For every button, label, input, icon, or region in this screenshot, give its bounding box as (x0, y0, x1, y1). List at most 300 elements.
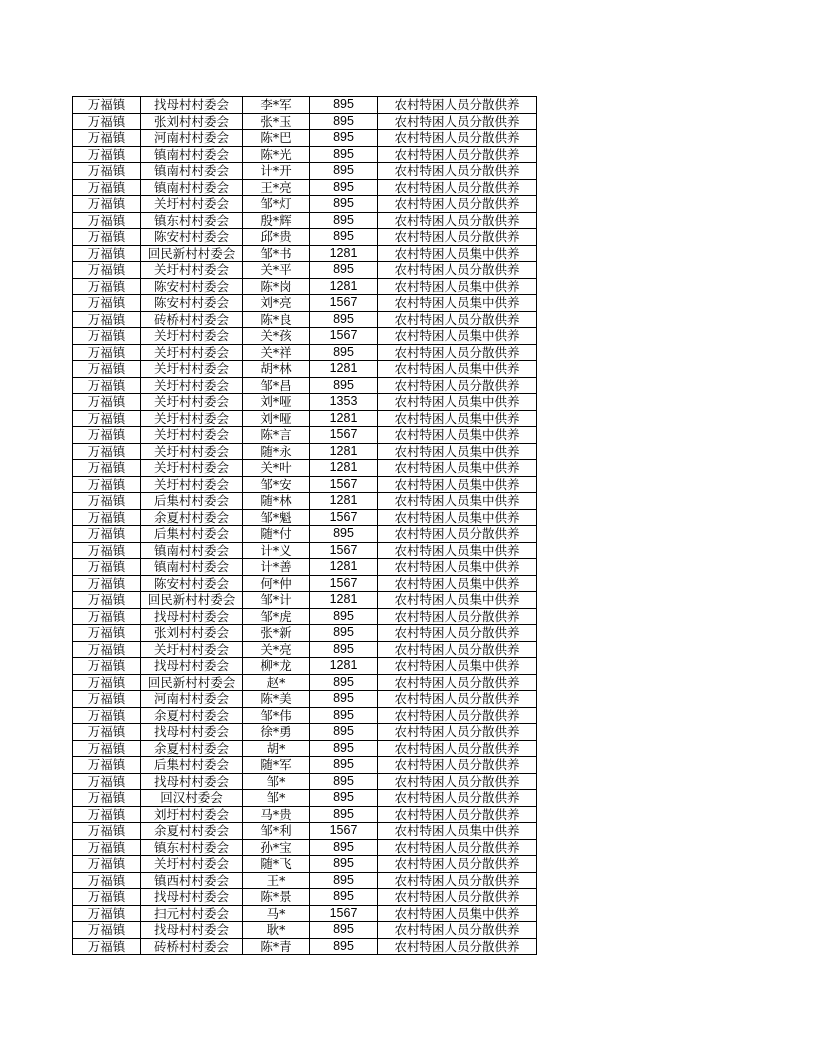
support-type-cell: 农村特困人员集中供养 (378, 245, 537, 262)
table-row (73, 905, 537, 922)
support-type-cell: 农村特困人员分散供养 (378, 740, 537, 757)
support-type-cell: 农村特困人员集中供养 (378, 394, 537, 411)
support-type-cell: 农村特困人员分散供养 (378, 856, 537, 873)
amount-cell: 895 (310, 790, 378, 807)
town-cell: 万福镇 (73, 262, 141, 279)
support-type-cell: 农村特困人员集中供养 (378, 905, 537, 922)
town-cell: 万福镇 (73, 394, 141, 411)
support-type-cell: 农村特困人员分散供养 (378, 130, 537, 147)
table-row (73, 790, 537, 807)
amount-cell: 1281 (310, 460, 378, 477)
table-row (73, 724, 537, 741)
town-cell: 万福镇 (73, 658, 141, 675)
town-cell: 万福镇 (73, 856, 141, 873)
support-type-cell: 农村特困人员分散供养 (378, 872, 537, 889)
town-cell: 万福镇 (73, 443, 141, 460)
table-row (73, 658, 537, 675)
support-type-cell: 农村特困人员分散供养 (378, 757, 537, 774)
village-cell: 镇南村村委会 (141, 179, 243, 196)
village-cell: 砖桥村村委会 (141, 938, 243, 955)
table-row (73, 493, 537, 510)
table-row (73, 229, 537, 246)
amount-cell: 895 (310, 806, 378, 823)
support-type-cell: 农村特困人员集中供养 (378, 361, 537, 378)
town-cell: 万福镇 (73, 460, 141, 477)
village-cell: 关圩村村委会 (141, 262, 243, 279)
table-row (73, 245, 537, 262)
amount-cell: 895 (310, 740, 378, 757)
village-cell: 关圩村村委会 (141, 344, 243, 361)
support-type-cell: 农村特困人员分散供养 (378, 674, 537, 691)
table-row (73, 146, 537, 163)
town-cell: 万福镇 (73, 311, 141, 328)
amount-cell: 895 (310, 856, 378, 873)
village-cell: 镇东村村委会 (141, 212, 243, 229)
recipient-name-cell: 刘*哑 (243, 394, 310, 411)
village-cell: 余夏村村委会 (141, 823, 243, 840)
table-row (73, 344, 537, 361)
village-cell: 回汉村委会 (141, 790, 243, 807)
amount-cell: 1281 (310, 410, 378, 427)
table-row (73, 361, 537, 378)
recipient-name-cell: 马* (243, 905, 310, 922)
amount-cell: 1567 (310, 295, 378, 312)
town-cell: 万福镇 (73, 146, 141, 163)
recipient-name-cell: 陈*美 (243, 691, 310, 708)
amount-cell: 895 (310, 179, 378, 196)
table-row (73, 641, 537, 658)
village-cell: 找母村村委会 (141, 658, 243, 675)
town-cell: 万福镇 (73, 625, 141, 642)
table-row (73, 427, 537, 444)
recipient-name-cell: 王* (243, 872, 310, 889)
recipient-name-cell: 邹*灯 (243, 196, 310, 213)
table-row (73, 526, 537, 543)
town-cell: 万福镇 (73, 872, 141, 889)
support-type-cell: 农村特困人员集中供养 (378, 295, 537, 312)
village-cell: 镇南村村委会 (141, 146, 243, 163)
town-cell: 万福镇 (73, 427, 141, 444)
recipient-name-cell: 关*亮 (243, 641, 310, 658)
support-type-cell: 农村特困人员集中供养 (378, 559, 537, 576)
table-row (73, 542, 537, 559)
support-type-cell: 农村特困人员分散供养 (378, 806, 537, 823)
town-cell: 万福镇 (73, 592, 141, 609)
table-row (73, 394, 537, 411)
town-cell: 万福镇 (73, 905, 141, 922)
town-cell: 万福镇 (73, 707, 141, 724)
table-row (73, 707, 537, 724)
amount-cell: 1353 (310, 394, 378, 411)
town-cell: 万福镇 (73, 196, 141, 213)
town-cell: 万福镇 (73, 295, 141, 312)
table-row (73, 410, 537, 427)
amount-cell: 895 (310, 262, 378, 279)
amount-cell: 1567 (310, 509, 378, 526)
amount-cell: 1567 (310, 542, 378, 559)
support-type-cell: 农村特困人员分散供养 (378, 790, 537, 807)
support-type-cell: 农村特困人员分散供养 (378, 641, 537, 658)
town-cell: 万福镇 (73, 113, 141, 130)
amount-cell: 1281 (310, 245, 378, 262)
support-type-cell: 农村特困人员集中供养 (378, 823, 537, 840)
recipient-name-cell: 耿* (243, 922, 310, 939)
recipient-name-cell: 计*义 (243, 542, 310, 559)
amount-cell: 895 (310, 97, 378, 114)
amount-cell: 895 (310, 691, 378, 708)
recipient-name-cell: 随*永 (243, 443, 310, 460)
table-row (73, 757, 537, 774)
table-row (73, 163, 537, 180)
recipient-name-cell: 徐*勇 (243, 724, 310, 741)
support-type-cell: 农村特困人员集中供养 (378, 476, 537, 493)
village-cell: 找母村村委会 (141, 608, 243, 625)
village-cell: 镇南村村委会 (141, 163, 243, 180)
amount-cell: 1567 (310, 905, 378, 922)
village-cell: 找母村村委会 (141, 773, 243, 790)
table-row (73, 328, 537, 345)
town-cell: 万福镇 (73, 806, 141, 823)
recipient-name-cell: 赵* (243, 674, 310, 691)
village-cell: 陈安村村委会 (141, 278, 243, 295)
town-cell: 万福镇 (73, 938, 141, 955)
recipient-name-cell: 陈*岗 (243, 278, 310, 295)
support-type-cell: 农村特困人员集中供养 (378, 410, 537, 427)
recipient-name-cell: 殷*辉 (243, 212, 310, 229)
village-cell: 关圩村村委会 (141, 476, 243, 493)
recipient-name-cell: 陈*言 (243, 427, 310, 444)
table-row (73, 179, 537, 196)
amount-cell: 1281 (310, 278, 378, 295)
table-row (73, 113, 537, 130)
support-type-cell: 农村特困人员分散供养 (378, 773, 537, 790)
town-cell: 万福镇 (73, 641, 141, 658)
support-type-cell: 农村特困人员分散供养 (378, 113, 537, 130)
table-row (73, 740, 537, 757)
table-row (73, 460, 537, 477)
recipient-name-cell: 邹*魁 (243, 509, 310, 526)
village-cell: 余夏村村委会 (141, 707, 243, 724)
town-cell: 万福镇 (73, 724, 141, 741)
amount-cell: 895 (310, 212, 378, 229)
amount-cell: 895 (310, 625, 378, 642)
support-type-cell: 农村特困人员集中供养 (378, 278, 537, 295)
table-row (73, 608, 537, 625)
support-type-cell: 农村特困人员集中供养 (378, 592, 537, 609)
village-cell: 后集村村委会 (141, 493, 243, 510)
table-row (73, 625, 537, 642)
town-cell: 万福镇 (73, 575, 141, 592)
support-type-cell: 农村特困人员分散供养 (378, 839, 537, 856)
support-type-cell: 农村特困人员分散供养 (378, 229, 537, 246)
support-type-cell: 农村特困人员分散供养 (378, 97, 537, 114)
recipient-name-cell: 柳*龙 (243, 658, 310, 675)
support-type-cell: 农村特困人员集中供养 (378, 493, 537, 510)
amount-cell: 1567 (310, 427, 378, 444)
village-cell: 刘圩村村委会 (141, 806, 243, 823)
recipient-name-cell: 陈*青 (243, 938, 310, 955)
town-cell: 万福镇 (73, 344, 141, 361)
table-row (73, 922, 537, 939)
town-cell: 万福镇 (73, 674, 141, 691)
town-cell: 万福镇 (73, 328, 141, 345)
village-cell: 镇南村村委会 (141, 559, 243, 576)
amount-cell: 895 (310, 229, 378, 246)
town-cell: 万福镇 (73, 608, 141, 625)
support-type-cell: 农村特困人员分散供养 (378, 212, 537, 229)
amount-cell: 895 (310, 773, 378, 790)
recipient-name-cell: 何*仲 (243, 575, 310, 592)
town-cell: 万福镇 (73, 823, 141, 840)
recipient-name-cell: 随*军 (243, 757, 310, 774)
village-cell: 找母村村委会 (141, 97, 243, 114)
town-cell: 万福镇 (73, 229, 141, 246)
support-type-cell: 农村特困人员分散供养 (378, 262, 537, 279)
town-cell: 万福镇 (73, 245, 141, 262)
village-cell: 后集村村委会 (141, 526, 243, 543)
support-type-cell: 农村特困人员集中供养 (378, 443, 537, 460)
village-cell: 镇西村村委会 (141, 872, 243, 889)
town-cell: 万福镇 (73, 509, 141, 526)
town-cell: 万福镇 (73, 757, 141, 774)
town-cell: 万福镇 (73, 97, 141, 114)
amount-cell: 895 (310, 674, 378, 691)
support-type-cell: 农村特困人员分散供养 (378, 938, 537, 955)
village-cell: 关圩村村委会 (141, 410, 243, 427)
town-cell: 万福镇 (73, 559, 141, 576)
recipient-name-cell: 李*军 (243, 97, 310, 114)
table-row (73, 212, 537, 229)
support-type-cell: 农村特困人员分散供养 (378, 179, 537, 196)
support-type-cell: 农村特困人员分散供养 (378, 922, 537, 939)
recipient-name-cell: 刘*亮 (243, 295, 310, 312)
village-cell: 关圩村村委会 (141, 641, 243, 658)
table-row (73, 295, 537, 312)
amount-cell: 1567 (310, 823, 378, 840)
support-type-cell: 农村特困人员分散供养 (378, 526, 537, 543)
amount-cell: 895 (310, 113, 378, 130)
table-row (73, 509, 537, 526)
recipient-name-cell: 张*新 (243, 625, 310, 642)
support-type-cell: 农村特困人员分散供养 (378, 196, 537, 213)
amount-cell: 895 (310, 707, 378, 724)
village-cell: 河南村村委会 (141, 130, 243, 147)
village-cell: 关圩村村委会 (141, 856, 243, 873)
village-cell: 陈安村村委会 (141, 575, 243, 592)
recipient-name-cell: 关*孩 (243, 328, 310, 345)
recipient-name-cell: 关*叶 (243, 460, 310, 477)
table-row (73, 130, 537, 147)
recipient-name-cell: 随*林 (243, 493, 310, 510)
town-cell: 万福镇 (73, 839, 141, 856)
amount-cell: 895 (310, 724, 378, 741)
support-type-cell: 农村特困人员集中供养 (378, 328, 537, 345)
recipient-name-cell: 陈*光 (243, 146, 310, 163)
amount-cell: 895 (310, 344, 378, 361)
amount-cell: 1281 (310, 658, 378, 675)
table-row (73, 889, 537, 906)
recipient-name-cell: 邹*书 (243, 245, 310, 262)
recipient-name-cell: 关*祥 (243, 344, 310, 361)
recipient-name-cell: 邹*虎 (243, 608, 310, 625)
table-row (73, 806, 537, 823)
support-type-cell: 农村特困人员集中供养 (378, 460, 537, 477)
town-cell: 万福镇 (73, 377, 141, 394)
village-cell: 找母村村委会 (141, 922, 243, 939)
support-type-cell: 农村特困人员分散供养 (378, 707, 537, 724)
support-type-cell: 农村特困人员集中供养 (378, 427, 537, 444)
table-row (73, 691, 537, 708)
town-cell: 万福镇 (73, 922, 141, 939)
table-row (73, 97, 537, 114)
village-cell: 余夏村村委会 (141, 509, 243, 526)
village-cell: 镇东村村委会 (141, 839, 243, 856)
table-row (73, 856, 537, 873)
recipient-name-cell: 陈*巴 (243, 130, 310, 147)
support-type-cell: 农村特困人员分散供养 (378, 344, 537, 361)
recipient-name-cell: 邹*昌 (243, 377, 310, 394)
village-cell: 扫元村村委会 (141, 905, 243, 922)
table-row (73, 839, 537, 856)
amount-cell: 895 (310, 196, 378, 213)
amount-cell: 1281 (310, 493, 378, 510)
recipient-name-cell: 胡*林 (243, 361, 310, 378)
village-cell: 砖桥村村委会 (141, 311, 243, 328)
support-type-cell: 农村特困人员分散供养 (378, 724, 537, 741)
table-row (73, 311, 537, 328)
recipient-name-cell: 邹*利 (243, 823, 310, 840)
amount-cell: 1567 (310, 476, 378, 493)
amount-cell: 895 (310, 872, 378, 889)
amount-cell: 895 (310, 146, 378, 163)
amount-cell: 895 (310, 377, 378, 394)
recipient-name-cell: 王*亮 (243, 179, 310, 196)
town-cell: 万福镇 (73, 163, 141, 180)
town-cell: 万福镇 (73, 476, 141, 493)
table-row (73, 575, 537, 592)
recipient-name-cell: 关*平 (243, 262, 310, 279)
recipient-name-cell: 陈*良 (243, 311, 310, 328)
village-cell: 关圩村村委会 (141, 427, 243, 444)
village-cell: 后集村村委会 (141, 757, 243, 774)
amount-cell: 895 (310, 163, 378, 180)
table-row (73, 559, 537, 576)
table-row (73, 476, 537, 493)
town-cell: 万福镇 (73, 278, 141, 295)
village-cell: 找母村村委会 (141, 724, 243, 741)
town-cell: 万福镇 (73, 179, 141, 196)
support-type-cell: 农村特困人员分散供养 (378, 377, 537, 394)
village-cell: 镇南村村委会 (141, 542, 243, 559)
village-cell: 关圩村村委会 (141, 394, 243, 411)
village-cell: 回民新村村委会 (141, 674, 243, 691)
village-cell: 回民新村村委会 (141, 245, 243, 262)
table-row (73, 278, 537, 295)
town-cell: 万福镇 (73, 526, 141, 543)
recipient-name-cell: 计*善 (243, 559, 310, 576)
amount-cell: 1567 (310, 328, 378, 345)
support-type-cell: 农村特困人员集中供养 (378, 658, 537, 675)
town-cell: 万福镇 (73, 361, 141, 378)
village-cell: 陈安村村委会 (141, 295, 243, 312)
village-cell: 余夏村村委会 (141, 740, 243, 757)
recipient-name-cell: 计*开 (243, 163, 310, 180)
recipient-name-cell: 陈*景 (243, 889, 310, 906)
support-type-cell: 农村特困人员分散供养 (378, 163, 537, 180)
amount-cell: 1281 (310, 443, 378, 460)
table-row (73, 196, 537, 213)
town-cell: 万福镇 (73, 130, 141, 147)
recipient-name-cell: 随*飞 (243, 856, 310, 873)
support-type-cell: 农村特困人员分散供养 (378, 625, 537, 642)
village-cell: 关圩村村委会 (141, 361, 243, 378)
town-cell: 万福镇 (73, 493, 141, 510)
village-cell: 关圩村村委会 (141, 377, 243, 394)
table-row (73, 262, 537, 279)
amount-cell: 895 (310, 938, 378, 955)
table-row (73, 773, 537, 790)
town-cell: 万福镇 (73, 410, 141, 427)
recipient-name-cell: 邱*贵 (243, 229, 310, 246)
table-row (73, 377, 537, 394)
amount-cell: 895 (310, 922, 378, 939)
recipient-name-cell: 胡* (243, 740, 310, 757)
table-row (73, 674, 537, 691)
amount-cell: 895 (310, 757, 378, 774)
support-type-cell: 农村特困人员集中供养 (378, 575, 537, 592)
recipient-name-cell: 随*付 (243, 526, 310, 543)
recipient-name-cell: 邹*计 (243, 592, 310, 609)
recipient-name-cell: 孙*宝 (243, 839, 310, 856)
amount-cell: 895 (310, 839, 378, 856)
recipient-name-cell: 刘*哑 (243, 410, 310, 427)
recipient-name-cell: 邹* (243, 773, 310, 790)
town-cell: 万福镇 (73, 212, 141, 229)
support-type-cell: 农村特困人员分散供养 (378, 311, 537, 328)
village-cell: 陈安村村委会 (141, 229, 243, 246)
amount-cell: 1567 (310, 575, 378, 592)
table-body (73, 97, 537, 955)
table-row (73, 592, 537, 609)
recipient-name-cell: 邹*安 (243, 476, 310, 493)
recipient-name-cell: 邹* (243, 790, 310, 807)
village-cell: 关圩村村委会 (141, 443, 243, 460)
village-cell: 回民新村村委会 (141, 592, 243, 609)
amount-cell: 895 (310, 526, 378, 543)
village-cell: 张刘村村委会 (141, 625, 243, 642)
amount-cell: 895 (310, 608, 378, 625)
support-type-cell: 农村特困人员分散供养 (378, 889, 537, 906)
support-type-cell: 农村特困人员分散供养 (378, 608, 537, 625)
town-cell: 万福镇 (73, 691, 141, 708)
table-row (73, 938, 537, 955)
amount-cell: 895 (310, 889, 378, 906)
relief-recipient-table (72, 96, 537, 955)
village-cell: 河南村村委会 (141, 691, 243, 708)
amount-cell: 1281 (310, 361, 378, 378)
support-type-cell: 农村特困人员集中供养 (378, 509, 537, 526)
village-cell: 关圩村村委会 (141, 196, 243, 213)
town-cell: 万福镇 (73, 773, 141, 790)
table-row (73, 823, 537, 840)
table-row (73, 443, 537, 460)
support-type-cell: 农村特困人员集中供养 (378, 542, 537, 559)
support-type-cell: 农村特困人员分散供养 (378, 691, 537, 708)
town-cell: 万福镇 (73, 889, 141, 906)
recipient-name-cell: 邹*伟 (243, 707, 310, 724)
support-type-cell: 农村特困人员分散供养 (378, 146, 537, 163)
amount-cell: 895 (310, 311, 378, 328)
